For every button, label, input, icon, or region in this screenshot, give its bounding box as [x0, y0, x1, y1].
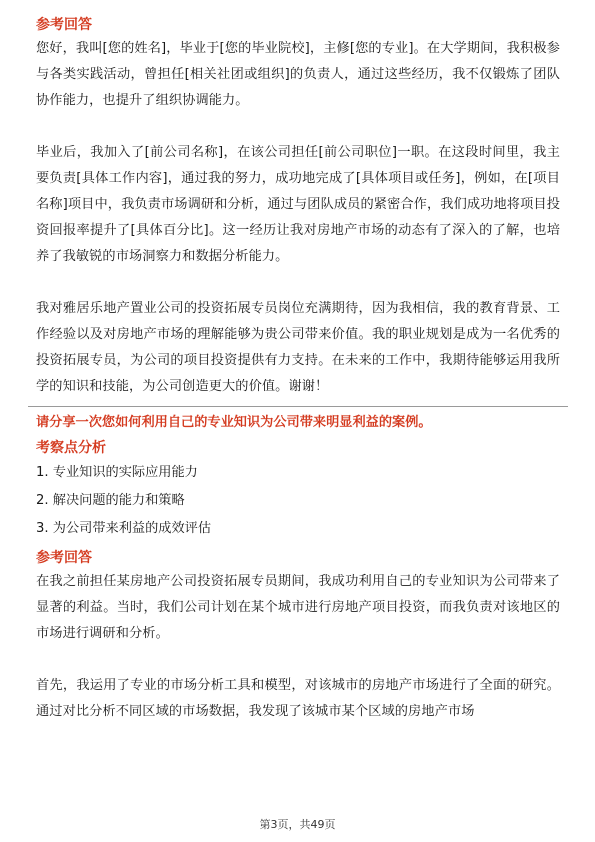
- document-page: [36, 14, 560, 725]
- section-divider: [28, 406, 568, 407]
- analysis-point-3: 3. 为公司带来利益的成效评估: [36, 521, 212, 536]
- analysis-points: [36, 459, 560, 543]
- analysis-point-1: 1. 专业知识的实际应用能力: [36, 465, 198, 480]
- answer-1-paragraph-2: 毕业后，我加入了[前公司名称]，在该公司担任[前公司职位]一职。在这段时间里，我主要负责[具体工作内容]，通过我的努力，成功地完成了[具体项目或任务]，例如，在[项目名称]项目中，我负责市场调研和分析，通过与团队成员的紧密合作，我们成功地将项目投资回报率提升了[具体百分比]。这一经历让我对房地产市场的动态有了深入的了解，也培养了我敏锐的市场洞察力和数据分析能力。: [36, 145, 560, 264]
- analysis-point-2: 2. 解决问题的能力和策略: [36, 493, 185, 508]
- answer-2-paragraph-1: 在我之前担任某房地产公司投资拓展专员期间，我成功利用自己的专业知识为公司带来了显著的利益。当时，我们公司计划在某个城市进行房地产项目投资，而我负责对该地区的市场进行调研和分析。: [36, 574, 560, 641]
- page-number: 第3页，共49页: [259, 818, 336, 831]
- interview-question: 请分享一次您如何利用自己的专业知识为公司带来明显利益的案例。: [36, 415, 432, 430]
- answer-1-paragraph-1: 您好，我叫[您的姓名]，毕业于[您的毕业院校]，主修[您的专业]。在大学期间，我积极参与各类实践活动，曾担任[相关社团或组织]的负责人，通过这些经历，我不仅锻炼了团队协作能力，也提升了组织协调能力。: [36, 41, 560, 108]
- answer-1-paragraph-3: 我对雅居乐地产置业公司的投资拓展专员岗位充满期待，因为我相信，我的教育背景、工作经验以及对房地产市场的理解能够为贵公司带来价值。我的职业规划是成为一名优秀的投资拓展专员，为公司的项目投资提供有力支持。在未来的工作中，我期待能够运用我所学的知识和技能，为公司创造更大的价值。谢谢！: [36, 301, 560, 394]
- analysis-heading: 考察点分析: [36, 440, 106, 456]
- answer-heading-2: 参考回答: [36, 550, 92, 566]
- answer-heading-1: 参考回答: [36, 17, 92, 33]
- answer-2-paragraph-2: 首先，我运用了专业的市场分析工具和模型，对该城市的房地产市场进行了全面的研究。通过对比分析不同区域的市场数据，我发现了该城市某个区域的房地产市场: [36, 678, 560, 719]
